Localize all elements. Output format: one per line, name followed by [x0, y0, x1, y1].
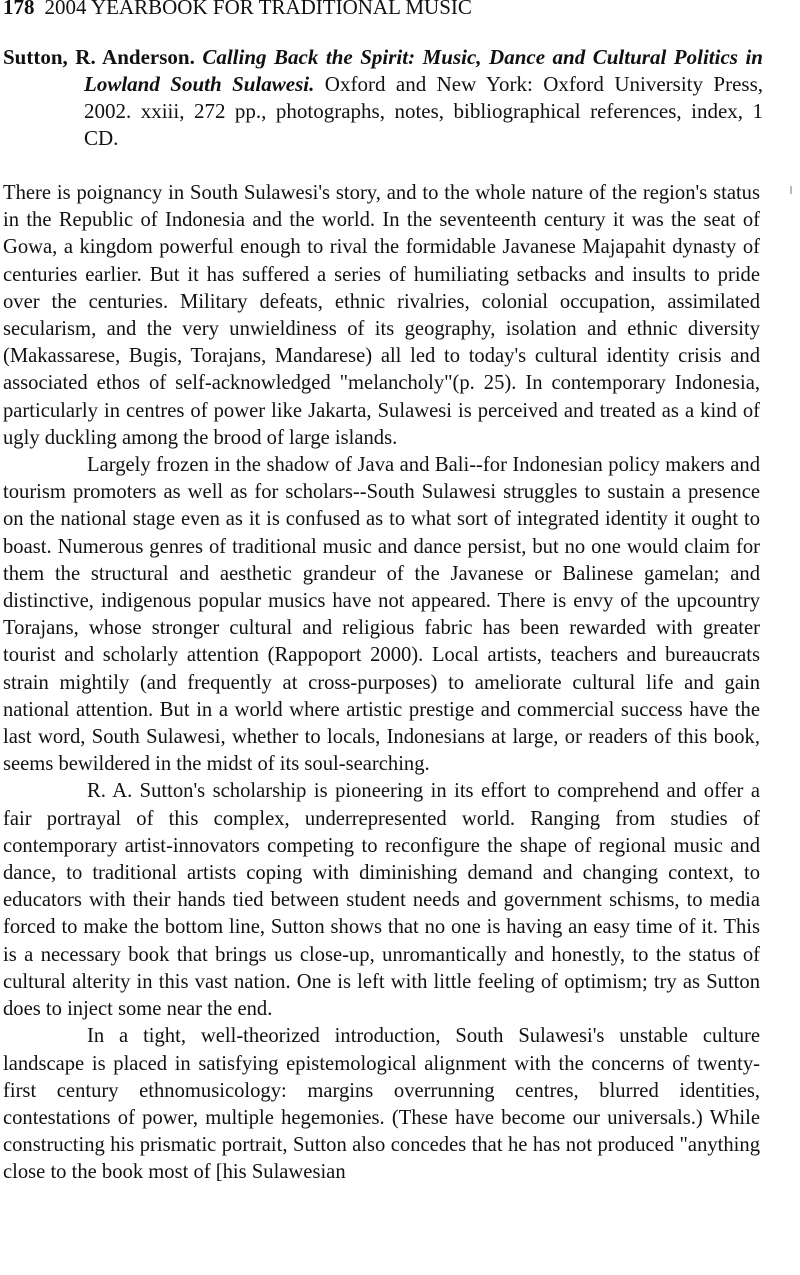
book-citation — [3, 44, 763, 152]
citation-title: Calling Back the Spirit: Music, Dance and Cultural Politics in Lowland South Sulawesi. — [84, 45, 763, 96]
paragraph-2: Largely frozen in the shadow of Java and Bali--for Indonesian policy makers and tourism promoters as well as for scholars--South Sulawesi struggles to sustain a presence on the national stage even as it is confused as to what sort of integrated identity it ought to boast. Numerous genres of traditional music and dance persist, but no one would claim for them the structural and aesthetic grandeur of the Javanese or Balinese gamelan; and distinctive, indigenous popular musics have not appeared. There is envy of the upcountry Torajans, whose stronger cultural and religious fabric has been rewarded with greater tourist and scholarly attention (Rappoport 2000). Local artists, teachers and bureaucrats strain mightily (and frequently at cross-purposes) to ameliorate cultural life and gain national attention. But in a world where artistic prestige and commercial success have the last word, South Sulawesi, whether to locals, Indonesians at large, or readers of this book, seems bewildered in the midst of its soul-searching. — [3, 454, 760, 776]
running-header — [3, 0, 800, 20]
running-title: 2004 YEARBOOK FOR TRADITIONAL MUSIC — [44, 0, 472, 19]
margin-mark — [790, 186, 792, 194]
paragraph-4: In a tight, well-theorized introduction, South Sulawesi's unstable culture landscape is placed in satisfying epistemological alignment with the concerns of twenty-first century ethnomusicology: margins overrunning centres, blurred identities, contestations of power, multiple hegemonies. (These have become our universals.) While constructing his prismatic portrait, Sutton also concedes that he has not produced "anything close to the book most of [his Sulawesian — [3, 1025, 760, 1184]
citation-author: Sutton, R. Anderson. — [3, 45, 195, 69]
citation-details: Oxford and New York: Oxford University Press, 2002. xxiii, 272 pp., photographs, notes, bibliographical references, index, 1 CD. — [84, 72, 764, 150]
page-number: 178 — [3, 0, 35, 19]
paragraph-1: There is poignancy in South Sulawesi's story, and to the whole nature of the region's status in the Republic of Indonesia and the world. In the seventeenth century it was the seat of Gowa, a kingdom powerful enough to rival the formidable Javanese Majapahit dynasty of centuries earlier. But it has suffered a series of humiliating setbacks and insults to pride over the centuries. Military defeats, ethnic rivalries, colonial occupation, assimilated secularism, and the very unwieldiness of its geography, isolation and ethnic diversity (Makassarese, Bugis, Torajans, Mandarese) all led to today's cultural identity crisis and associated ethos of self-acknowledged "melancholy"(p. 25). In contemporary Indonesia, particularly in centres of power like Jakarta, Sulawesi is perceived and treated as a kind of ugly duckling among the brood of large islands. — [3, 182, 760, 449]
review-body — [3, 180, 760, 1187]
paragraph-3: R. A. Sutton's scholarship is pioneering in its effort to comprehend and offer a fair portrayal of this complex, underrepresented world. Ranging from studies of contemporary artist-innovators competing to reconfigure the shape of regional music and dance, to traditional artists coping with diminishing demand and changing context, to educators with their hands tied between student needs and government schisms, to media forced to make the bottom line, Sutton shows that no one is having an easy time of it. This is a necessary book that brings us close-up, unromantically and honestly, to the status of cultural alterity in this vast nation. One is left with little feeling of optimism; try as Sutton does to inject some near the end. — [3, 780, 760, 1021]
